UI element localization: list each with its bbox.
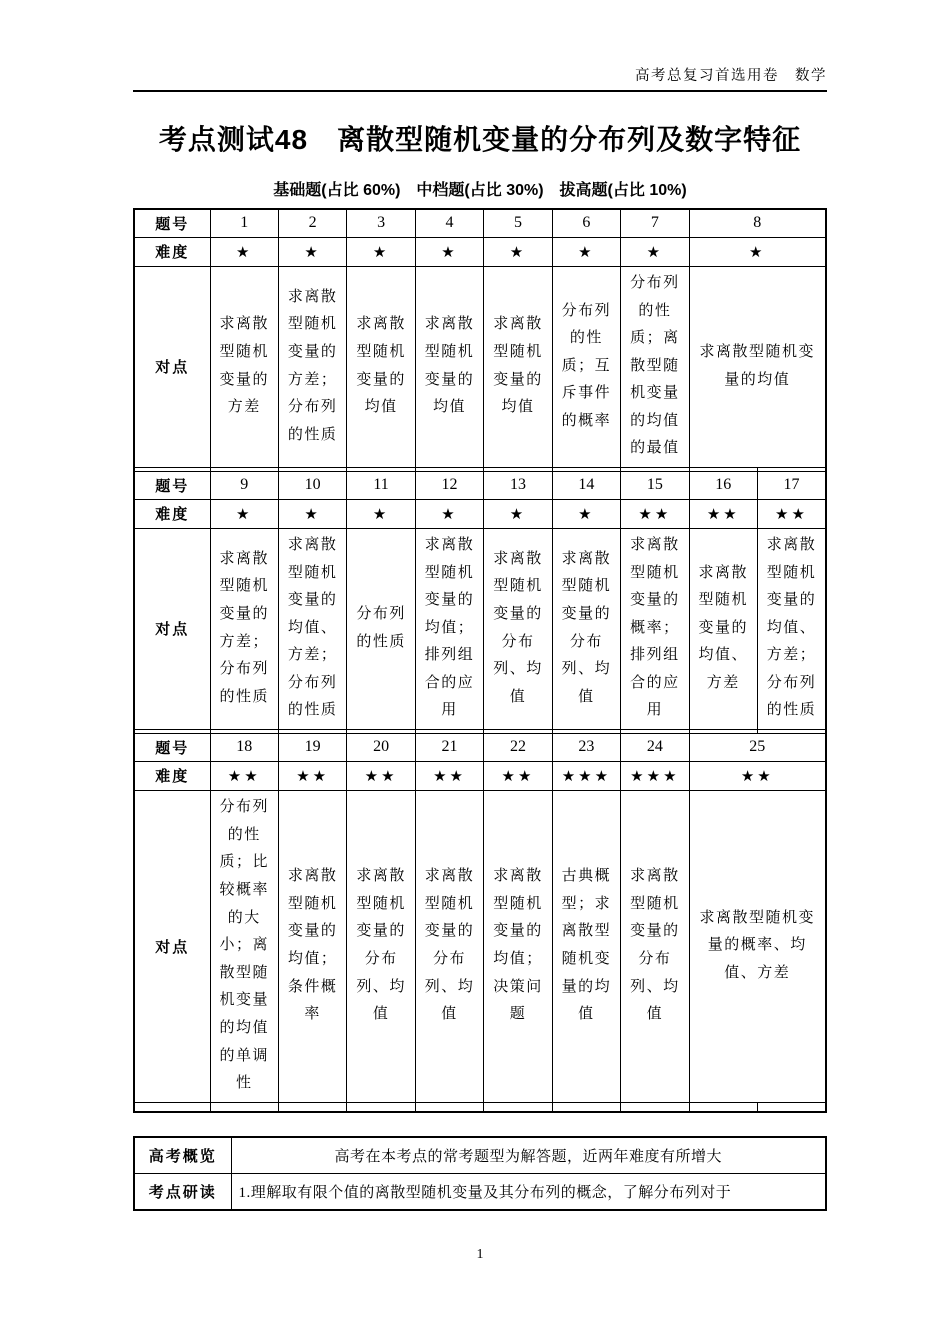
row-label-difficulty: 难度 [134, 761, 210, 790]
difficulty-stars: ★★ [347, 761, 415, 790]
row-label-question: 题号 [134, 471, 210, 499]
question-number-cell: 21 [415, 733, 483, 761]
topic-cell: 求离散型随机变量的均值、方差 [689, 528, 757, 729]
question-number-cell: 25 [689, 733, 826, 761]
difficulty-stars: ★ [484, 499, 552, 528]
content-area [133, 0, 827, 1211]
topic-cell: 求离散型随机变量的方差；分布列的性质 [278, 266, 346, 467]
question-number-cell: 7 [621, 209, 689, 237]
question-number-cell: 15 [621, 471, 689, 499]
topic-cell: 求离散型随机变量的均值；排列组合的应用 [415, 528, 483, 729]
summary-label-gaokao-overview: 高考概览 [134, 1137, 231, 1174]
row-label-question: 题号 [134, 209, 210, 237]
summary-text-gaokao-overview: 高考在本考点的常考题型为解答题，近两年难度有所增大 [231, 1137, 826, 1174]
question-number-cell: 10 [278, 471, 346, 499]
difficulty-stars: ★ [347, 499, 415, 528]
question-number-cell: 24 [621, 733, 689, 761]
difficulty-stars: ★ [278, 237, 346, 266]
subtitle-question-mix: 基础题(占比 60%) 中档题(占比 30%) 拔高题(占比 10%) [273, 182, 687, 199]
topic-cell: 古典概型；求离散型随机变量的均值 [552, 790, 620, 1102]
difficulty-stars: ★★ [278, 761, 346, 790]
question-number-cell: 13 [484, 471, 552, 499]
difficulty-stars: ★★ [689, 761, 826, 790]
difficulty-stars: ★ [552, 499, 620, 528]
difficulty-stars: ★★★ [621, 761, 689, 790]
difficulty-stars: ★★ [415, 761, 483, 790]
difficulty-stars: ★ [210, 499, 278, 528]
difficulty-stars: ★ [552, 237, 620, 266]
question-number-cell: 19 [278, 733, 346, 761]
difficulty-stars: ★ [278, 499, 346, 528]
topic-cell: 求离散型随机变量的均值 [347, 266, 415, 467]
question-number-row [134, 209, 826, 237]
question-number-row [134, 733, 826, 761]
topic-cell: 求离散型随机变量的均值 [484, 266, 552, 467]
topic-cell: 求离散型随机变量的方差；分布列的性质 [210, 528, 278, 729]
question-number-cell: 22 [484, 733, 552, 761]
topic-cell: 求离散型随机变量的分布列、均值 [621, 790, 689, 1102]
question-number-cell: 6 [552, 209, 620, 237]
question-number-row [134, 471, 826, 499]
question-number-cell: 2 [278, 209, 346, 237]
question-number-cell: 4 [415, 209, 483, 237]
topic-cell: 求离散型随机变量的分布列、均值 [484, 528, 552, 729]
difficulty-row [134, 761, 826, 790]
question-number-cell: 12 [415, 471, 483, 499]
question-number-cell: 20 [347, 733, 415, 761]
topic-cell: 求离散型随机变量的分布列、均值 [415, 790, 483, 1102]
row-label-difficulty: 难度 [134, 499, 210, 528]
topic-cell: 分布列的性质 [347, 528, 415, 729]
difficulty-stars: ★ [210, 237, 278, 266]
question-number-cell: 16 [689, 471, 757, 499]
question-number-cell: 5 [484, 209, 552, 237]
topic-cell: 分布列的性质；互斥事件的概率 [552, 266, 620, 467]
table-bottom-strip [134, 1102, 826, 1112]
summary-row [134, 1137, 826, 1174]
difficulty-stars: ★★ [621, 499, 689, 528]
difficulty-stars: ★★ [484, 761, 552, 790]
question-overview-table [133, 208, 827, 1113]
topic-row [134, 266, 826, 467]
topic-cell: 求离散型随机变量的方差 [210, 266, 278, 467]
topic-cell: 求离散型随机变量的均值 [689, 266, 826, 467]
difficulty-stars: ★★ [689, 499, 757, 528]
question-number-cell: 9 [210, 471, 278, 499]
difficulty-row [134, 237, 826, 266]
difficulty-stars: ★ [347, 237, 415, 266]
page-title: 考点测试48 离散型随机变量的分布列及数字特征 [158, 124, 802, 155]
topic-cell: 求离散型随机变量的分布列、均值 [552, 528, 620, 729]
difficulty-stars: ★ [415, 237, 483, 266]
exam-summary-table [133, 1136, 827, 1211]
question-number-cell: 18 [210, 733, 278, 761]
difficulty-stars: ★ [621, 237, 689, 266]
topic-cell: 分布列的性质；比较概率的大小；离散型随机变量的均值的单调性 [210, 790, 278, 1102]
topic-cell: 求离散型随机变量的均值；条件概率 [278, 790, 346, 1102]
topic-cell: 分布列的性质；离散型随机变量的均值的最值 [621, 266, 689, 467]
question-number-cell: 8 [689, 209, 826, 237]
topic-cell: 求离散型随机变量的均值；决策问题 [484, 790, 552, 1102]
question-number-cell: 23 [552, 733, 620, 761]
question-number-cell: 3 [347, 209, 415, 237]
question-number-cell: 17 [758, 471, 827, 499]
page-number: 1 [476, 1247, 484, 1262]
row-label-difficulty: 难度 [134, 237, 210, 266]
difficulty-stars: ★ [484, 237, 552, 266]
topic-cell: 求离散型随机变量的概率、均值、方差 [689, 790, 826, 1102]
topic-cell: 求离散型随机变量的分布列、均值 [347, 790, 415, 1102]
row-label-topics: 对点 [134, 266, 210, 467]
difficulty-stars: ★★★ [552, 761, 620, 790]
difficulty-stars: ★ [415, 499, 483, 528]
row-label-topics: 对点 [134, 790, 210, 1102]
question-number-cell: 1 [210, 209, 278, 237]
summary-text-topic-study: 1.理解取有限个值的离散型随机变量及其分布列的概念，了解分布列对于 [231, 1173, 826, 1210]
topic-cell: 求离散型随机变量的均值 [415, 266, 483, 467]
difficulty-stars: ★★ [758, 499, 827, 528]
difficulty-stars: ★★ [210, 761, 278, 790]
running-header: 高考总复习首选用卷 数学 [635, 68, 827, 84]
row-label-topics: 对点 [134, 528, 210, 729]
difficulty-stars: ★ [689, 237, 826, 266]
header-rule [133, 90, 827, 92]
topic-cell: 求离散型随机变量的均值、方差；分布列的性质 [758, 528, 827, 729]
difficulty-row [134, 499, 826, 528]
question-number-cell: 14 [552, 471, 620, 499]
question-number-cell: 11 [347, 471, 415, 499]
topic-row [134, 528, 826, 729]
row-label-question: 题号 [134, 733, 210, 761]
summary-row [134, 1173, 826, 1210]
topic-cell: 求离散型随机变量的概率；排列组合的应用 [621, 528, 689, 729]
topic-row [134, 790, 826, 1102]
topic-cell: 求离散型随机变量的均值、方差；分布列的性质 [278, 528, 346, 729]
summary-label-topic-study: 考点研读 [134, 1173, 231, 1210]
